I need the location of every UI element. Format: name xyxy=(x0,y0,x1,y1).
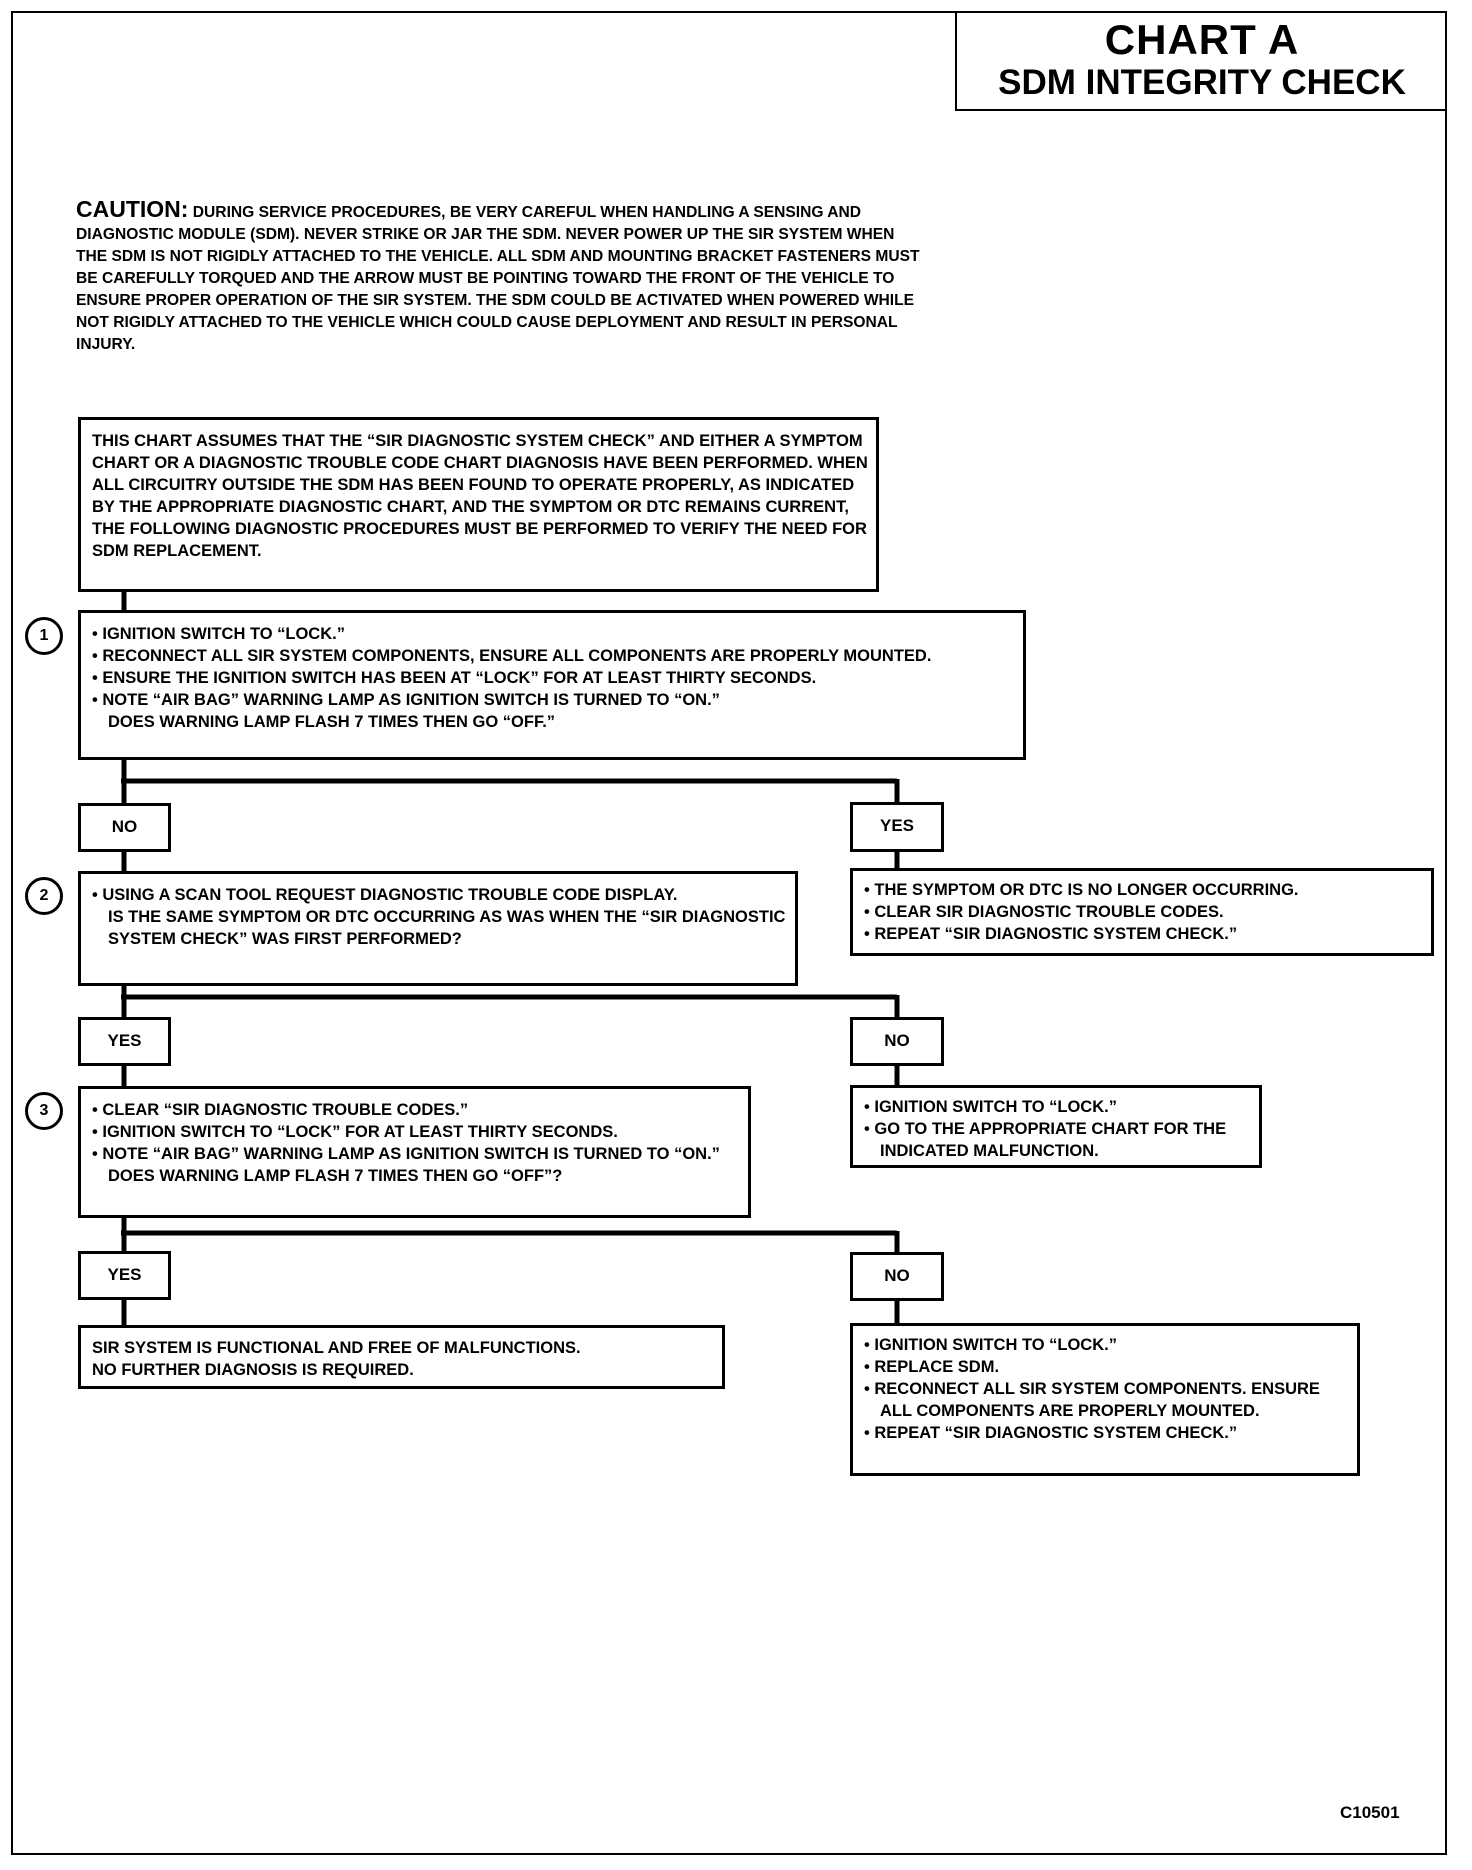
result-item: • RECONNECT ALL SIR SYSTEM COMPONENTS. ENSURE ALL COMPONENTS ARE PROPERLY MOUNTED. xyxy=(864,1378,1349,1422)
chart-title: CHART A xyxy=(1104,16,1300,63)
step-3-box xyxy=(78,1086,751,1218)
chart-subtitle: SDM INTEGRITY CHECK xyxy=(998,63,1406,102)
caution-text: DURING SERVICE PROCEDURES, BE VERY CAREFUL WHEN HANDLING A SENSING AND DIAGNOSTIC MODULE (SDM). NEVER STRIKE OR JAR THE SDM. NEVER POWER UP THE SIR SYSTEM WHEN THE SDM IS NOT RIGIDLY ATTACHED TO THE VEHICLE. ALL SDM AND MOUNTING BRACKET FASTENERS MUST BE CAREFULLY TORQUED AND THE ARROW MUST BE POINTING TOWARD THE FRONT OF THE VEHICLE TO ENSURE PROPER OPERATION OF THE SIR SYSTEM. THE SDM COULD BE ACTIVATED WHEN POWERED WHILE NOT RIGIDLY ATTACHED TO THE VEHICLE WHICH COULD CAUSE DEPLOYMENT AND RESULT IN PERSONAL INJURY. xyxy=(76,204,920,353)
step-number-2: 2 xyxy=(25,877,63,915)
step-3-no-result-box xyxy=(850,1323,1360,1476)
step-1-item: • IGNITION SWITCH TO “LOCK.” xyxy=(92,623,1015,645)
step-2-item: • USING A SCAN TOOL REQUEST DIAGNOSTIC TROUBLE CODE DISPLAY. xyxy=(92,884,787,906)
result-item: • GO TO THE APPROPRIATE CHART FOR THE INDICATED MALFUNCTION. xyxy=(864,1118,1251,1162)
step-3-item: • IGNITION SWITCH TO “LOCK” FOR AT LEAST THIRTY SECONDS. xyxy=(92,1121,740,1143)
figure-reference: C10501 xyxy=(1340,1803,1400,1822)
step-2-no-result-box xyxy=(850,1085,1262,1168)
step-3-question: DOES WARNING LAMP FLASH 7 TIMES THEN GO “OFF”? xyxy=(108,1167,563,1185)
step-3-item: • CLEAR “SIR DIAGNOSTIC TROUBLE CODES.” xyxy=(92,1099,740,1121)
result-item: • REPEAT “SIR DIAGNOSTIC SYSTEM CHECK.” xyxy=(864,1422,1349,1444)
result-item: • CLEAR SIR DIAGNOSTIC TROUBLE CODES. xyxy=(864,901,1423,923)
step-3-yes-result-box xyxy=(78,1325,725,1389)
step-2-yes-label: YES xyxy=(78,1017,171,1066)
step-1-question: DOES WARNING LAMP FLASH 7 TIMES THEN GO “OFF.” xyxy=(108,713,556,731)
step-1-yes-result-box xyxy=(850,868,1434,956)
step-2-no-label: NO xyxy=(850,1017,944,1066)
step-1-item: • ENSURE THE IGNITION SWITCH HAS BEEN AT “LOCK” FOR AT LEAST THIRTY SECONDS. xyxy=(92,667,1015,689)
step-number-1: 1 xyxy=(25,617,63,655)
result-line: NO FURTHER DIAGNOSIS IS REQUIRED. xyxy=(92,1361,414,1379)
step-1-no-label: NO xyxy=(78,803,171,852)
caution-label: CAUTION: xyxy=(76,196,189,222)
step-number-3: 3 xyxy=(25,1092,63,1130)
step-2-box xyxy=(78,871,798,986)
result-line: SIR SYSTEM IS FUNCTIONAL AND FREE OF MALFUNCTIONS. xyxy=(92,1339,581,1357)
result-item: • REPEAT “SIR DIAGNOSTIC SYSTEM CHECK.” xyxy=(864,923,1423,945)
result-item: • IGNITION SWITCH TO “LOCK.” xyxy=(864,1334,1349,1356)
result-item: • REPLACE SDM. xyxy=(864,1356,1349,1378)
intro-text: THIS CHART ASSUMES THAT THE “SIR DIAGNOSTIC SYSTEM CHECK” AND EITHER A SYMPTOM CHART OR A DIAGNOSTIC TROUBLE CODE CHART DIAGNOSIS HAVE BEEN PERFORMED. WHEN ALL CIRCUITRY OUTSIDE THE SDM HAS BEEN FOUND TO OPERATE PROPERLY, AS INDICATED BY THE APPROPRIATE DIAGNOSTIC CHART, AND THE SYMPTOM OR DTC REMAINS CURRENT, THE FOLLOWING DIAGNOSTIC PROCEDURES MUST BE PERFORMED TO VERIFY THE NEED FOR SDM REPLACEMENT. xyxy=(92,432,868,560)
step-1-item: • RECONNECT ALL SIR SYSTEM COMPONENTS, ENSURE ALL COMPONENTS ARE PROPERLY MOUNTED. xyxy=(92,645,1015,667)
result-item: • IGNITION SWITCH TO “LOCK.” xyxy=(864,1096,1251,1118)
step-3-item: • NOTE “AIR BAG” WARNING LAMP AS IGNITION SWITCH IS TURNED TO “ON.” xyxy=(92,1143,740,1165)
step-1-item: • NOTE “AIR BAG” WARNING LAMP AS IGNITION SWITCH IS TURNED TO “ON.” xyxy=(92,689,1015,711)
result-item: • THE SYMPTOM OR DTC IS NO LONGER OCCURRING. xyxy=(864,879,1423,901)
step-1-box xyxy=(78,610,1026,760)
step-2-question: IS THE SAME SYMPTOM OR DTC OCCURRING AS WAS WHEN THE “SIR DIAGNOSTIC SYSTEM CHECK” WAS FIRST PERFORMED? xyxy=(108,908,786,948)
step-3-no-label: NO xyxy=(850,1252,944,1301)
step-3-yes-label: YES xyxy=(78,1251,171,1300)
step-1-yes-label: YES xyxy=(850,802,944,852)
intro-box xyxy=(78,417,879,592)
